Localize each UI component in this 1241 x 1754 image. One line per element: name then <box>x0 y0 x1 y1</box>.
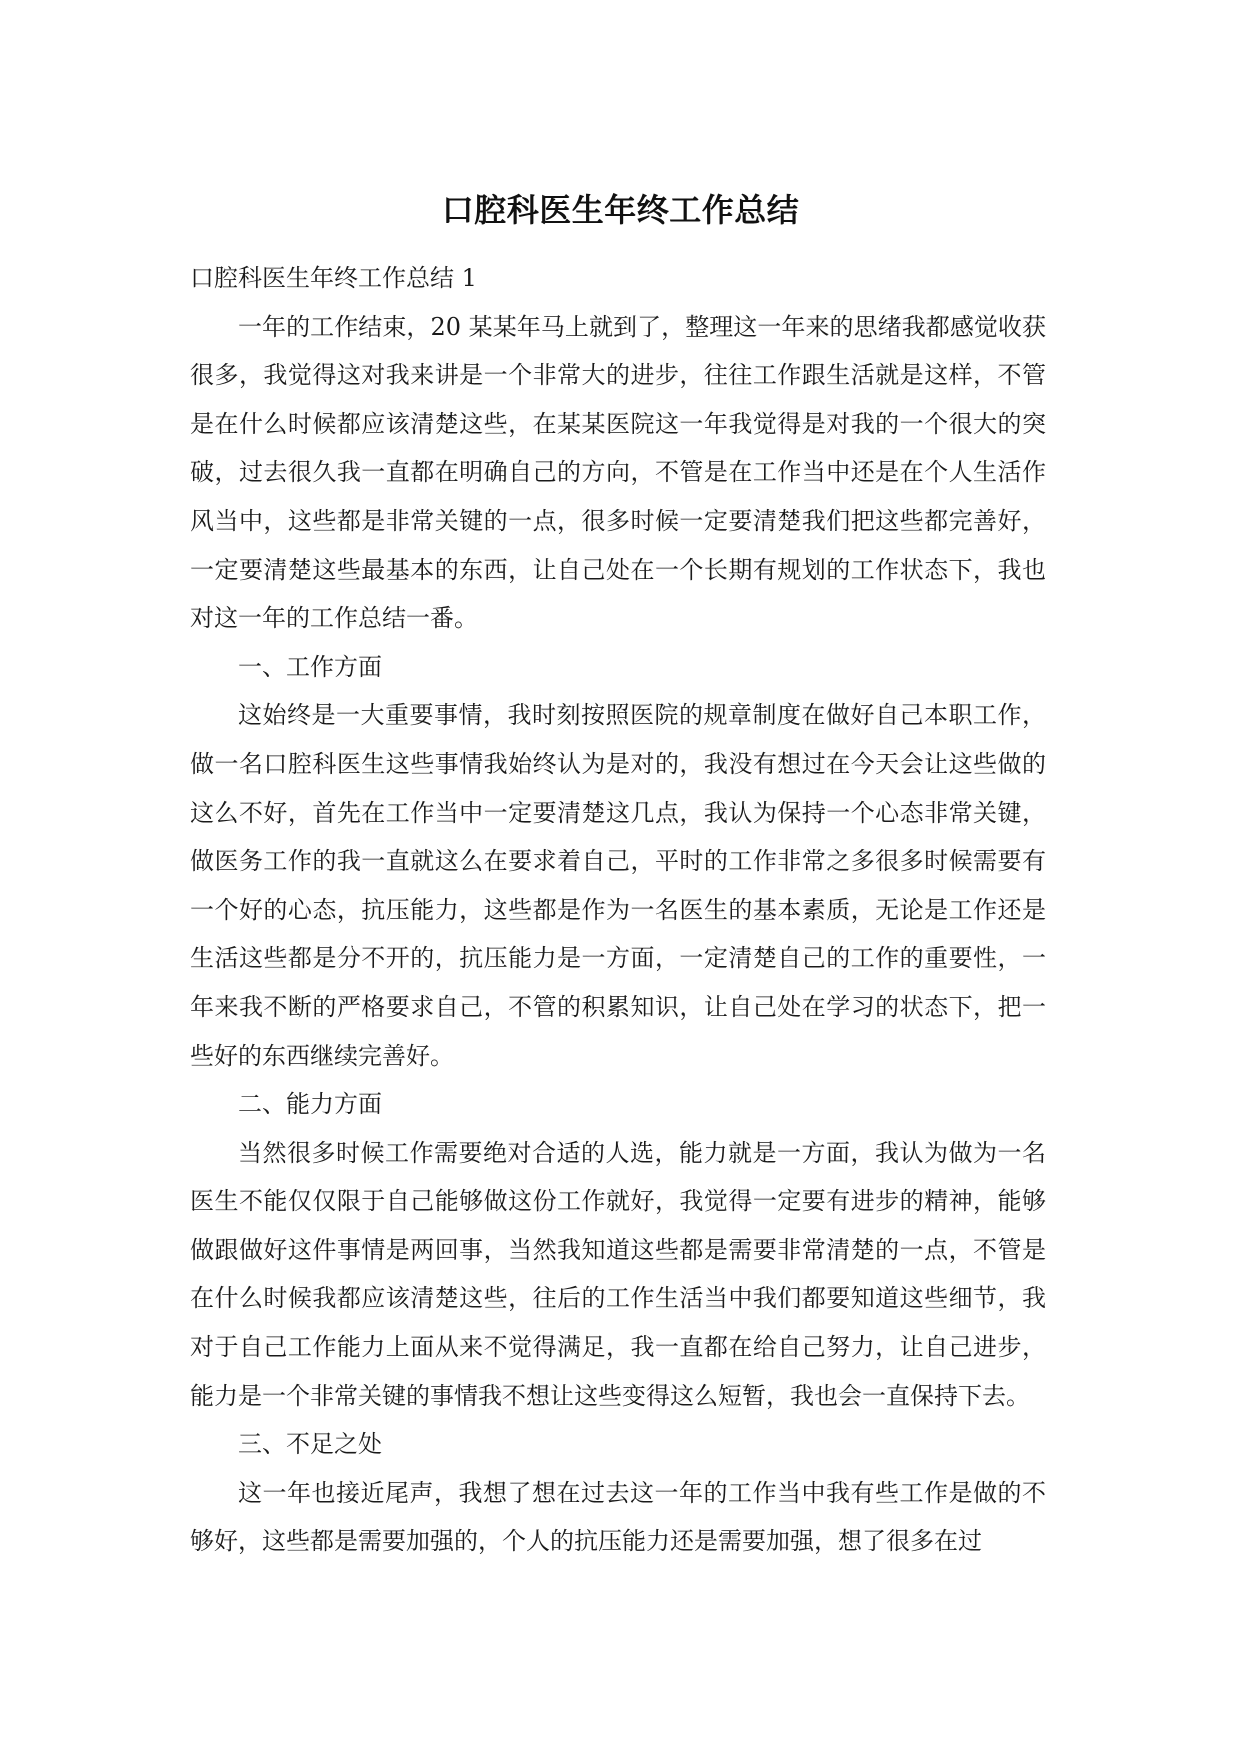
document-body <box>190 254 1046 1566</box>
heading-ability: 二、能力方面 <box>238 1090 382 1119</box>
heading-shortcomings: 三、不足之处 <box>238 1430 382 1459</box>
heading-work: 一、工作方面 <box>238 652 382 681</box>
paragraph-intro: 一年的工作结束，20 某某年马上就到了，整理这一年来的思绪我都感觉收获很多，我觉得这对我来讲是一个非常大的进步，往往工作跟生活就是这样，不管是在什么时候都应该清楚这些，在某某医院这一年我觉得是对我的一个很大的突破，过去很久我一直都在明确自己的方向，不管是在工作当中还是在个人生活作风当中，这些都是非常关键的一点，很多时候一定要清楚我们把这些都完善好，一定要清楚这些最基本的东西，让自己处在一个长期有规划的工作状态下，我也对这一年的工作总结一番。 <box>190 312 1046 633</box>
section-subtitle: 口腔科医生年终工作总结 1 <box>190 264 477 292</box>
paragraph-work: 这始终是一大重要事情，我时刻按照医院的规章制度在做好自己本职工作，做一名口腔科医生这些事情我始终认为是对的，我没有想过在今天会让这些做的这么不好，首先在工作当中一定要清楚这几点，我认为保持一个心态非常关键，做医务工作的我一直就这么在要求着自己，平时的工作非常之多很多时候需要有一个好的心态，抗压能力，这些都是作为一名医生的基本素质，无论是工作还是生活这些都是分不开的，抗压能力是一方面，一定清楚自己的工作的重要性，一年来我不断的严格要求自己，不管的积累知识，让自己处在学习的状态下，把一些好的东西继续完善好。 <box>190 701 1046 1070</box>
paragraph-shortcomings: 这一年也接近尾声，我想了想在过去这一年的工作当中我有些工作是做的不够好，这些都是需要加强的，个人的抗压能力还是需要加强，想了很多在过 <box>190 1478 1046 1556</box>
paragraph-ability: 当然很多时候工作需要绝对合适的人选，能力就是一方面，我认为做为一名医生不能仅仅限于自己能够做这份工作就好，我觉得一定要有进步的精神，能够做跟做好这件事情是两回事，当然我知道这些都是需要非常清楚的一点，不管是在什么时候我都应该清楚这些，往后的工作生活当中我们都要知道这些细节，我对于自己工作能力上面从来不觉得满足，我一直都在给自己努力，让自己进步，能力是一个非常关键的事情我不想让这些变得这么短暂，我也会一直保持下去。 <box>190 1138 1046 1410</box>
document-title: 口腔科医生年终工作总结 <box>441 191 800 229</box>
